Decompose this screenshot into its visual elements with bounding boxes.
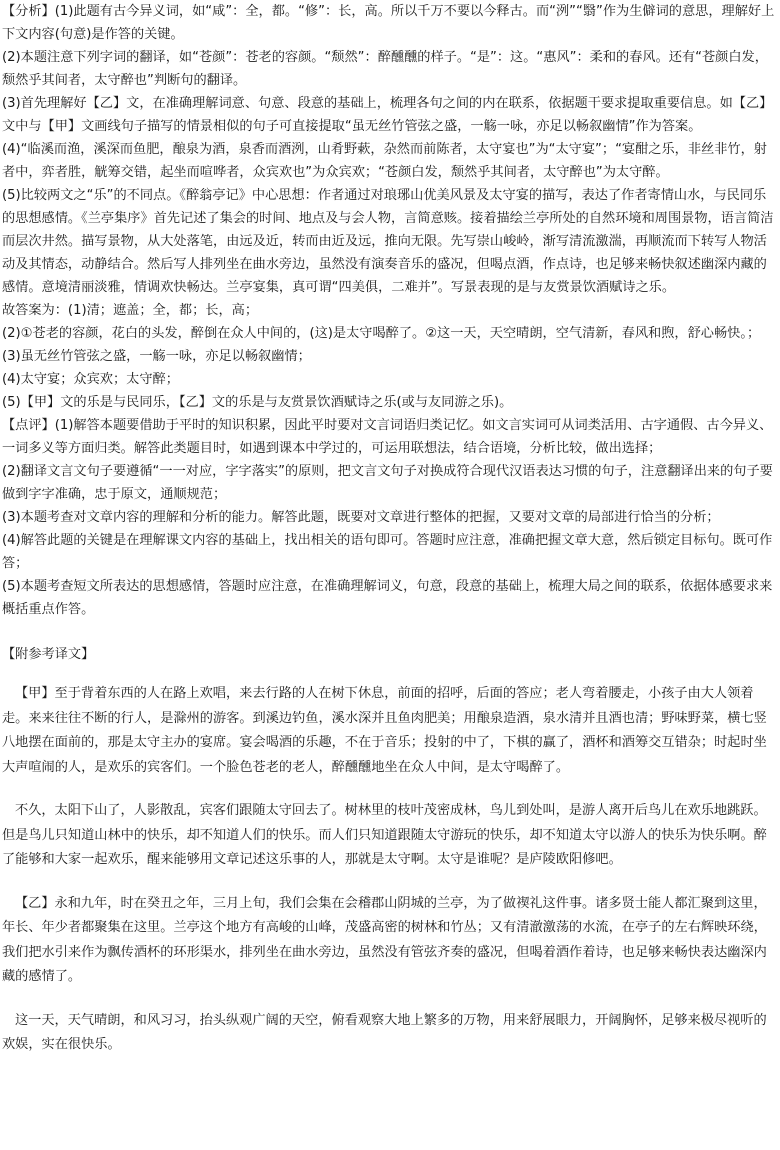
translation-heading: 【附参考译文】 <box>2 647 95 662</box>
analysis-paragraph-4: (4)“临溪而渔，溪深而鱼肥，酿泉为酒，泉香而酒洌，山肴野蔌，杂然而前陈者，太守宴也”为“太守宴”；“宴酣之乐，非丝非竹，射者中，弈者胜，觥筹交错，起坐而喧哗者，众宾欢也”为众宾欢；“苍颜白发，颓然乎其间者，太守醉也”为太守醉。 <box>2 142 767 180</box>
analysis-paragraph-5: (5)比较两文之“乐”的不同点。《醉翁亭记》中心思想：作者通过对琅琊山优美风景及太守宴的描写，表达了作者寄情山水，与民同乐的思想感情。《兰亭集序》首先记述了集会的时间、地点及与会人物，言简意赅。接着描绘兰亭所处的自然环境和周围景物，语言简洁而层次井然。描写景物，从大处落笔，由远及近，转而由近及远，推向无限。先写崇山峻岭，渐写清流激湍，再顺流而下转写人物活动及其情态，动静结合。然后写人排列坐在曲水旁边，虽然没有演奏音乐的盛况，但喝点酒，作点诗，也足够来畅快叙述幽深内藏的感情。意境清丽淡雅，情调欢快畅达。兰亭宴集，真可谓“四美俱，二难并”。写景表现的是与友赏景饮酒赋诗之乐。 <box>2 188 774 295</box>
analysis-paragraph-3: (3)首先理解好【乙】文，在准确理解词意、句意、段意的基础上，梳理各句之间的内在联系，依据题干要求提取重要信息。如【乙】文中与【甲】文画线句子描写的情景相似的句子可直接提取“虽无丝竹管弦之盛，一觞一咏，亦足以畅叙幽情”作为答案。 <box>2 96 773 134</box>
answer-5: (5)【甲】文的乐是与民同乐，【乙】文的乐是与友赏景饮酒赋诗之乐(或与友同游之乐)。 <box>2 395 513 410</box>
translation-paragraph-2: 不久，太阳下山了，人影散乱，宾客们跟随太守回去了。树林里的枝叶茂密成林，鸟儿到处叫，是游人离开后鸟儿在欢乐地跳跃。但是鸟儿只知道山林中的快乐，却不知道人们的快乐。而人们只知道跟随太守游玩的快乐，却不知道太守以游人的快乐为快乐啊。醉了能够和大家一起欢乐，醒来能够用文章记述这乐事的人，那就是太守啊。太守是谁呢？是庐陵欧阳修吧。 <box>2 803 767 867</box>
comment-3: (3)本题考查对文章内容的理解和分析的能力。解答此题，既要对文章进行整体的把握，又要对文章的局部进行恰当的分析； <box>2 510 720 525</box>
analysis-paragraph-1: 【分析】(1)此题有古今异义词，如“咸”：全，都。“修”：长，高。所以千万不要以今释古。而“洌”“翳”作为生僻词的意思，理解好上下文内容(句意)是作答的关键。 <box>2 4 775 42</box>
analysis-paragraph-2: (2)本题注意下列字词的翻译，如“苍颜”：苍老的容颜。“颓然”：醉醺醺的样子。“是”：这。“惠风”：柔和的春风。还有“苍颜白发，颓然乎其间者，太守醉也”判断句的翻译。 <box>2 50 768 88</box>
document-body <box>2 0 776 1058</box>
comment-1: 【点评】(1)解答本题要借助于平时的知识积累，因此平时要对文言词语归类记忆。如文言实词可从词类活用、古字通假、古今异义、一词多义等方面归类。解答此类题目时，如遇到课本中学过的，可运用联想法，结合语境，分析比较，做出选择； <box>2 418 773 456</box>
translation-paragraph-3: 【乙】永和九年，时在癸丑之年，三月上旬，我们会集在会稽郡山阴城的兰亭，为了做禊礼这件事。诸多贤士能人都汇聚到这里，年长、年少者都聚集在这里。兰亭这个地方有高峻的山峰，茂盛高密的树林和竹丛；又有清澈激荡的水流，在亭子的左右辉映环绕，我们把水引来作为飘传酒杯的环形渠水，排列坐在曲水旁边，虽然没有管弦齐奏的盛况，但喝着酒作着诗，也足够来畅快表达幽深内藏的感情了。 <box>2 895 767 984</box>
comment-5: (5)本题考查短文所表达的思想感情，答题时应注意，在准确理解词义，句意，段意的基础上，梳理大局之间的联系，依据体感要求来概括重点作答。 <box>2 579 773 617</box>
answer-3: (3)虽无丝竹管弦之盛，一觞一咏，亦足以畅叙幽情； <box>2 349 311 364</box>
translation-paragraph-4: 这一天，天气晴朗，和风习习，抬头纵观广阔的天空，俯看观察大地上繁多的万物，用来舒展眼力，开阔胸怀，足够来极尽视听的欢娱，实在很快乐。 <box>2 1012 767 1052</box>
answer-4: (4)太守宴；众宾欢；太守醉； <box>2 372 179 387</box>
comment-2: (2)翻译文言文句子要遵循“一一对应，字字落实”的原则，把文言文句子对换成符合现代汉语表达习惯的句子，注意翻译出来的句子要做到字字准确，忠于原文，通顺规范； <box>2 464 773 502</box>
translation-paragraph-1: 【甲】至于背着东西的人在路上欢唱，来去行路的人在树下休息，前面的招呼，后面的答应；老人弯着腰走，小孩子由大人领着走。来来往往不断的行人，是滁州的游客。到溪边钓鱼，溪水深并且鱼肉肥美；用酿泉造酒，泉水清并且酒也清；野味野菜，横七竖八地摆在面前的，那是太守主办的宴席。宴会喝酒的乐趣，不在于音乐；投射的中了，下棋的赢了，酒杯和酒筹交互错杂；时起时坐大声喧闹的人，是欢乐的宾客们。一个脸色苍老的老人，醉醺醺地坐在众人中间，是太守喝醉了。 <box>2 686 767 775</box>
comment-4: (4)解答此题的关键是在理解课文内容的基础上，找出相关的语句即可。答题时应注意，准确把握文章大意，然后锁定目标句。既可作答； <box>2 533 773 571</box>
answer-intro: 故答案为：(1)清；遮盖；全，都；长，高； <box>2 303 259 318</box>
answer-2: (2)①苍老的容颜，花白的头发，醉倒在众人中间的，(这)是太守喝醉了。②这一天，天空晴朗，空气清新，春风和煦，舒心畅快。； <box>2 326 761 341</box>
